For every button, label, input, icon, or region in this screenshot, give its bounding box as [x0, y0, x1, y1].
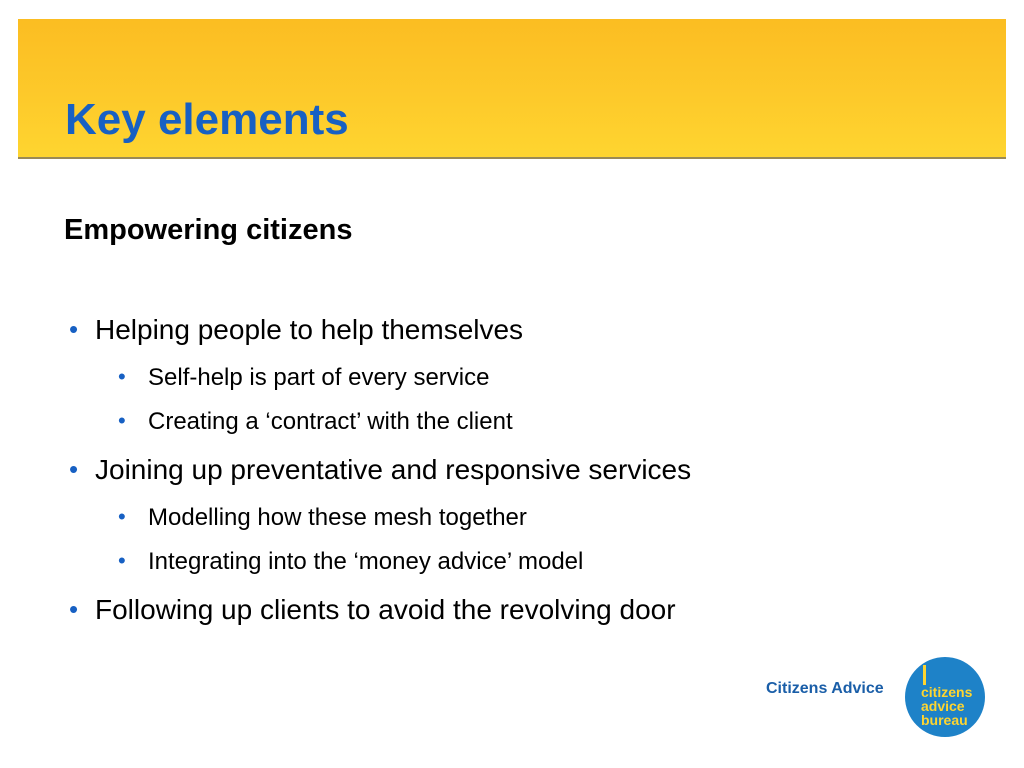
bullet-dot-icon: •: [69, 594, 79, 624]
bullet-dot-icon: •: [69, 314, 79, 344]
badge-word: bureau: [921, 712, 968, 728]
bullet-dot-icon: •: [118, 504, 126, 529]
bullet-dot-icon: •: [118, 408, 126, 433]
sub-bullet-text: Modelling how these mesh together: [148, 504, 527, 531]
sub-bullet-item: [118, 408, 513, 435]
sub-bullet-item: [118, 548, 584, 575]
bullet-item: [69, 594, 676, 625]
bullet-dot-icon: •: [118, 364, 126, 389]
badge-word: advice: [921, 698, 965, 714]
bullet-text: Joining up preventative and responsive services: [95, 454, 692, 485]
bullet-item: [69, 454, 692, 485]
sub-bullet-item: [118, 364, 490, 391]
sub-bullet-item: [118, 504, 527, 531]
bullet-text: Helping people to help themselves: [95, 314, 524, 345]
slide-subtitle: Empowering citizens: [64, 214, 353, 246]
citizens-advice-logo-text: Citizens Advice: [766, 680, 884, 697]
title-underline-rule: [18, 157, 1006, 159]
sub-bullet-text: Self-help is part of every service: [148, 364, 490, 391]
bullet-item: [69, 314, 524, 345]
badge-word: citizens: [921, 684, 973, 700]
badge-bar: [923, 665, 926, 685]
sub-bullet-text: Integrating into the ‘money advice’ model: [148, 548, 584, 575]
bullet-dot-icon: •: [69, 454, 79, 484]
bullet-text: Following up clients to avoid the revolving door: [95, 594, 676, 625]
citizens-advice-bureau-badge-icon: [905, 657, 985, 737]
slide-title: Key elements: [65, 95, 349, 144]
bullet-dot-icon: •: [118, 548, 126, 573]
sub-bullet-text: Creating a ‘contract’ with the client: [148, 408, 513, 435]
